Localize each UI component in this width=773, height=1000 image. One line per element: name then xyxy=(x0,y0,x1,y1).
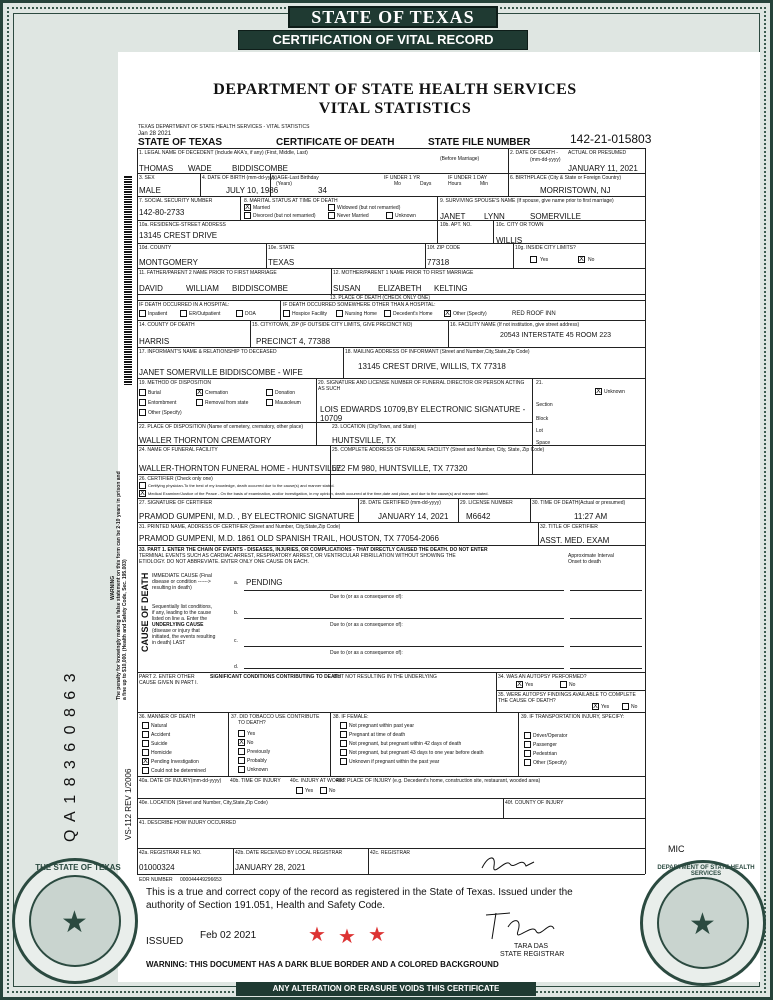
father-last: BIDDISCOMBE xyxy=(232,284,289,293)
label-apt: 10b. APT. NO. xyxy=(440,222,472,228)
label-married: Married xyxy=(253,205,270,211)
label-injury-work: 40c. INJURY AT WORK? xyxy=(290,778,346,784)
label-findings-2: THE CAUSE OF DEATH? xyxy=(498,698,556,704)
dept-line2: VITAL STATISTICS xyxy=(318,100,472,117)
label-injury-date: 40a. DATE OF INJURY(mm-dd-yyyy) xyxy=(139,778,222,784)
label-county: 10d. COUNTY xyxy=(139,245,172,251)
label-f5: Unknown if pregnant within the past year xyxy=(349,759,440,765)
check-tob-no: X xyxy=(239,739,244,746)
spouse-last: SOMERVILLE xyxy=(530,212,581,221)
certifier: PRAMOD GUMPENI, M.D. 1861 OLD SPANISH TRAIL, HOUSTON, TX 77054-2066 xyxy=(139,534,439,543)
place-other: RED ROOF INN xyxy=(512,311,556,317)
left-seal-text: THE STATE OF TEXAS xyxy=(35,863,121,872)
statement-line1: This is a true and correct copy of the record as registered in the State of Texas. Issued under the xyxy=(146,887,573,898)
label-describe: 41. DESCRIBE HOW INJURY OCCURRED xyxy=(139,820,237,826)
sfn-label: STATE FILE NUMBER xyxy=(428,137,531,148)
street: 13145 CREST DRIVE xyxy=(139,231,218,240)
label-examiner: Medical Examiner/Justice of the Peace - On the basis of examination, and/or investigation, in my opinion, death occurred at the time,date and place, and due to the cause(s) and manner stated. xyxy=(148,491,489,496)
label-pending: Pending Investigation xyxy=(151,759,199,765)
label-immediate-2: disease or condition ------> xyxy=(152,579,211,585)
disp-loc: HUNTSVILLE, TX xyxy=(332,436,396,445)
label-space: Space xyxy=(536,440,551,446)
label-findings: 35. WERE AUTOPSY FINDINGS AVAILABLE TO COMPLETE xyxy=(498,692,636,698)
check-f1 xyxy=(340,722,347,729)
label-informant: 17. INFORMANT'S NAME & RELATIONSHIP TO DECEASED xyxy=(139,349,277,355)
label-undetermined: Could not be determined xyxy=(151,768,206,774)
label-f1: Not pregnant within past year xyxy=(349,723,415,729)
label-spouse: 9. SURVIVING SPOUSE'S NAME (If spouse, give name prior to first marriage) xyxy=(440,198,614,204)
label-part2d: BUT NOT RESULTING IN THE UNDERLYING xyxy=(334,674,437,680)
check-burial xyxy=(139,389,146,396)
label-homicide: Homicide xyxy=(151,750,172,756)
check-homicide xyxy=(142,749,149,756)
label-disp-loc: 23. LOCATION (City/Town, and State) xyxy=(332,424,417,430)
birthplace: MORRISTOWN, NJ xyxy=(540,186,611,195)
department-heading xyxy=(140,80,650,118)
label-donation: Donation xyxy=(275,390,296,396)
label-street: 10a. RESIDENCE-STREET ADDRESS xyxy=(139,222,226,228)
label-seq-5: (disease or injury that xyxy=(152,628,200,634)
label-inside-no: No xyxy=(588,257,595,263)
label-part1b: TERMINAL EVENTS SUCH AS CARDIAC ARREST, RESPIRATORY ARREST, OR VENTRICULAR FIBRILLATION WITHOUT SHOWING THE xyxy=(139,553,456,559)
date-cert: JANUARY 14, 2021 xyxy=(378,512,449,521)
check-tob-unk xyxy=(238,766,245,773)
star-icon: ★ xyxy=(338,926,356,948)
label-edr: EDR NUMBER xyxy=(139,877,173,883)
check-removal xyxy=(196,399,203,406)
check-inside-no: X xyxy=(579,256,584,263)
label-natural: Natural xyxy=(151,723,168,729)
label-section: Section xyxy=(536,402,553,408)
check-autopsy-yes: X xyxy=(517,681,522,688)
dept-line1: DEPARTMENT OF STATE HEALTH SERVICES xyxy=(213,81,577,98)
side-warning-2: a fine up to $10,000. (Health and Safety Code, Sec. 195.003) xyxy=(122,559,128,700)
edr: 000044449296653 xyxy=(180,877,222,883)
director: LOIS EDWARDS 10709,BY ELECTRONIC SIGNATURE - xyxy=(320,405,526,414)
spouse-middle: LYNN xyxy=(484,212,505,221)
label-findings-yes: Yes xyxy=(601,704,610,710)
check-other-disp xyxy=(139,409,146,416)
director-2: 10709 xyxy=(320,414,343,423)
check-physician xyxy=(139,482,146,489)
label-ssn: 7. SOCIAL SECURITY NUMBER xyxy=(139,198,213,204)
age: 34 xyxy=(318,186,327,195)
label-part2c: SIGNIFICANT CONDITIONS CONTRIBUTING TO DEATH xyxy=(210,674,341,680)
label-other-specify: Other (Specify) xyxy=(453,311,487,317)
check-tob-yes xyxy=(238,730,245,737)
check-undetermined xyxy=(142,767,149,774)
label-unknown: Unknown xyxy=(395,213,416,219)
check-work-no xyxy=(320,787,327,794)
side-warning-1: The penalty for knowingly making a false statement on this form can be 2-10 years in prison and xyxy=(116,471,122,700)
label-age: 5. AGE-Last Birthday xyxy=(272,175,319,181)
label-seq-4: UNDERLYING CAUSE xyxy=(152,622,204,628)
label-printed-name: 31. PRINTED NAME, ADDRESS OF CERTIFIER (Street and Number, City,State,Zip Code) xyxy=(139,524,341,530)
label-injury-place: 40d. PLACE OF INJURY (e.g. Decedent's home, construction site, restaurant, wooded area) xyxy=(336,778,541,784)
label-part1c: ETIOLOGY. DO NOT ABBREVIATE. ENTER ONLY ONE CAUSE ON EACH. xyxy=(139,559,309,565)
label-mother: 12. MOTHER/PARENT 1 NAME PRIOR TO FIRST MARRIAGE xyxy=(333,270,474,276)
check-f3 xyxy=(340,740,347,747)
right-seal-text: DEPARTMENT OF STATE HEALTH SERVICES xyxy=(657,865,755,877)
check-accident xyxy=(142,731,149,738)
check-natural xyxy=(142,722,149,729)
check-f4 xyxy=(340,749,347,756)
banner-title: STATE OF TEXAS xyxy=(288,6,498,28)
label-tod: 30. TIME OF DEATH(Actual or presumed) xyxy=(532,500,626,506)
registrar-title: STATE REGISTRAR xyxy=(500,951,565,958)
label-cert-title: 32. TITLE OF CERTIFIER xyxy=(540,524,598,530)
statement-line2: authority of Section 191.051, Health and Safety Code. xyxy=(146,900,386,911)
county-death: HARRIS xyxy=(139,337,170,346)
reg-file: 01000324 xyxy=(139,863,175,872)
due-3: Due to (or as a consequence of): xyxy=(330,650,403,656)
father-middle: WILLIAM xyxy=(186,284,219,293)
label-injury-loc: 40e. LOCATION (Street and Number, City,State,Zip Code) xyxy=(139,800,268,806)
label-director: 20. SIGNATURE AND LICENSE NUMBER OF FUNERAL DIRECTOR OR PERSON ACTING AS SUCH xyxy=(318,380,525,392)
label-county-death: 14. COUNTY OF DEATH xyxy=(139,322,195,328)
label-license: 29. LICENSE NUMBER xyxy=(460,500,513,506)
county: MONTGOMERY xyxy=(139,258,198,267)
state-seal-right xyxy=(640,860,766,986)
serial-number: Q A 1 8 3 6 0 8 6 3 xyxy=(62,671,79,842)
mother-last: KELTING xyxy=(434,284,468,293)
label-immediate: IMMEDIATE CAUSE (Final xyxy=(152,573,212,579)
check-widowed xyxy=(328,204,335,211)
issued-label: ISSUED xyxy=(146,936,184,947)
star-seal-icon: ★ xyxy=(689,908,716,941)
label-legal-name: 1. LEGAL NAME OF DECEDENT (Include AKA's, if any) (First, Middle, Last) xyxy=(139,150,308,156)
due-2: Due to (or as a consequence of): xyxy=(330,622,403,628)
label-before-marriage: (Before Marriage) xyxy=(440,156,480,162)
label-tob-yes: Yes xyxy=(247,731,256,737)
check-doa xyxy=(236,310,243,317)
label-tob-prev: Previously xyxy=(247,749,271,755)
check-pedestrian xyxy=(524,750,531,757)
label-hospital: IF DEATH OCCURRED IN A HOSPITAL: xyxy=(139,302,230,308)
label-driver: Driver/Operator xyxy=(533,733,568,739)
spouse-first: JANET xyxy=(440,212,466,221)
check-findings-yes: X xyxy=(593,703,598,710)
form-number: VS-112 REV 1/2006 xyxy=(124,768,133,840)
registrar-name: TARA DAS xyxy=(514,943,549,950)
label-tob-prob: Probably xyxy=(247,758,267,764)
state-seal-left xyxy=(12,858,138,984)
label-removal: Removal from state xyxy=(205,400,249,406)
label-registrar: 42c. REGISTRAR xyxy=(370,850,411,856)
footer-warning: WARNING: THIS DOCUMENT HAS A DARK BLUE BORDER AND A COLORED BACKGROUND xyxy=(146,960,499,969)
cert-title: ASST. MED. EXAM xyxy=(540,536,610,545)
check-examiner: X xyxy=(140,490,145,497)
check-divorced xyxy=(244,212,251,219)
label-marital: 8. MARITAL STATUS AT TIME OF DEATH xyxy=(244,198,338,204)
label-manner: 36. MANNER OF DEATH xyxy=(139,714,196,720)
label-birthplace: 6. BIRTHPLACE (City & State or Foreign Country) xyxy=(510,175,622,181)
label-nursing: Nursing Home xyxy=(345,311,377,317)
check-never xyxy=(328,212,335,219)
label-interval: Approximate Interval xyxy=(568,553,614,559)
label-tob-no: No xyxy=(247,740,254,746)
bottom-banner: ANY ALTERATION OR ERASURE VOIDS THIS CERTIFICATE xyxy=(236,982,536,996)
label-suicide: Suicide xyxy=(151,741,168,747)
state: TEXAS xyxy=(268,258,295,267)
label-f4: Not pregnant, but pregnant 43 days to one year before death xyxy=(349,750,484,756)
funeral-addr: 672 FM 980, HUNTSVILLE, TX 77320 xyxy=(332,464,468,473)
check-inpatient xyxy=(139,310,146,317)
label-under1yr: IF UNDER 1 YR xyxy=(384,175,421,181)
star-icon: ★ xyxy=(308,924,326,946)
check-home xyxy=(384,310,391,317)
label-f2: Pregnant at time of death xyxy=(349,732,406,738)
label-er: ER/Outpatient xyxy=(189,311,221,317)
label-female: 38. IF FEMALE: xyxy=(333,714,369,720)
label-seq-7: in death) LAST xyxy=(152,640,186,646)
label-tobacco-2: TO DEATH? xyxy=(238,720,266,726)
dob: JULY 10, 1986 xyxy=(226,186,279,195)
registrar-signature xyxy=(478,852,538,874)
label-dod-format: (mm-dd-yyyy) xyxy=(530,157,561,163)
cause-a: PENDING xyxy=(246,578,283,587)
check-f5 xyxy=(340,758,347,765)
label-entombment: Entombment xyxy=(148,400,177,406)
mic: MIC xyxy=(668,844,685,854)
first-name: THOMAS xyxy=(139,164,174,173)
check-inside-yes xyxy=(530,256,537,263)
label-place: 13. PLACE OF DEATH (CHECK ONLY ONE) xyxy=(330,295,431,301)
label-state: 10e. STATE xyxy=(268,245,295,251)
check-driver xyxy=(524,732,531,739)
label-age-years: (Years) xyxy=(276,181,292,187)
side-warning: WARNING xyxy=(110,575,116,600)
state-heading: STATE OF TEXAS xyxy=(138,137,223,148)
father-first: DAVID xyxy=(139,284,163,293)
header-date: Jan 28 2021 xyxy=(138,131,172,137)
check-other-transport xyxy=(524,759,531,766)
label-doa: DOA xyxy=(245,311,256,317)
label-findings-no: No xyxy=(631,704,638,710)
agency: TEXAS DEPARTMENT OF STATE HEALTH SERVICES - VITAL STATISTICS xyxy=(138,124,310,130)
check-autopsy-no xyxy=(560,681,567,688)
star-icon: ★ xyxy=(368,924,386,946)
city: WILLIS xyxy=(496,236,523,245)
label-sig-cert: 27. SIGNATURE OF CERTIFIER xyxy=(139,500,213,506)
label-disp-place: 22. PLACE OF DISPOSITION (Name of cemetery, crematory, other place) xyxy=(139,424,304,430)
label-f3: Not pregnant, but pregnant within 42 days of death xyxy=(349,741,462,747)
label-accident: Accident xyxy=(151,732,171,738)
mother-first: SUSAN xyxy=(333,284,361,293)
label-under1day: IF UNDER 1 DAY xyxy=(448,175,488,181)
label-cod: CAUSE OF DEATH xyxy=(140,572,150,652)
label-funeral: 24. NAME OF FUNERAL FACILITY xyxy=(139,447,218,453)
disp-place: WALLER THORNTON CREMATORY xyxy=(139,436,272,445)
label-part2: PART 2. ENTER OTHER xyxy=(139,674,195,680)
label-dob: 4. DATE OF BIRTH (mm-dd-yyyy) xyxy=(202,175,278,181)
label-injury-time: 40b. TIME OF INJURY xyxy=(230,778,281,784)
label-facility: 16. FACILITY NAME (If not institution, give street address) xyxy=(450,322,580,328)
due-1: Due to (or as a consequence of): xyxy=(330,594,403,600)
banner-subtitle: CERTIFICATION OF VITAL RECORD xyxy=(238,30,528,50)
label-widowed: Widowed (but not remarried) xyxy=(337,205,401,211)
check-suicide xyxy=(142,740,149,747)
label-inside-yes: Yes xyxy=(540,257,549,263)
check-mausoleum xyxy=(266,399,273,406)
label-lot: Lot xyxy=(536,428,543,434)
license: M6642 xyxy=(466,512,491,521)
label-mausoleum: Mausoleum xyxy=(275,400,301,406)
label-block: Block xyxy=(536,416,549,422)
label-sex: 3. SEX xyxy=(139,175,155,181)
label-autopsy-no: No xyxy=(569,682,576,688)
label-inside: 10g. INSIDE CITY LIMITS? xyxy=(515,245,576,251)
label-cremation: Cremation xyxy=(205,390,229,396)
informant: JANET SOMERVILLE BIDDISCOMBE - WIFE xyxy=(139,368,303,377)
label-zip: 10f. ZIP CODE xyxy=(427,245,461,251)
certifier-sig: PRAMOD GUMPENI, M.D. , BY ELECTRONIC SIGNATURE xyxy=(139,512,355,521)
ssn: 142-80-2733 xyxy=(139,208,185,217)
label-tobacco: 37. DID TOBACCO USE CONTRIBUTE xyxy=(231,714,320,720)
label-21: 21. xyxy=(536,380,543,386)
check-pending: X xyxy=(143,758,148,765)
check-work-yes xyxy=(296,787,303,794)
label-seq-2: if any, leading to the cause xyxy=(152,610,212,616)
label-part2b: CAUSE GIVEN IN PART I. xyxy=(139,680,198,686)
label-physician: Certifying physician-To the best of my knowledge, death occurred due to the cause(s) and manner stated. xyxy=(148,483,335,488)
label-seq-6: initiated, the events resulting xyxy=(152,634,216,640)
label-other-place: IF DEATH OCCURRED SOMEWHERE OTHER THAN A HOSPITAL: xyxy=(283,302,436,308)
label-unknown-21: Unknown xyxy=(604,389,625,395)
label-home: Decedent's Home xyxy=(393,311,433,317)
label-divorced: Divorced (but not remarried) xyxy=(253,213,316,219)
label-work-yes: Yes xyxy=(305,788,314,794)
last-name: BIDDISCOMBE xyxy=(232,164,289,173)
check-passenger xyxy=(524,741,531,748)
label-informant-addr: 18. MAILING ADDRESS OF INFORMANT (Street and Number,City,State,Zip Code) xyxy=(345,349,530,355)
label-other-transport: Other (Specify) xyxy=(533,760,567,766)
check-married: X xyxy=(245,204,250,211)
check-findings-no xyxy=(622,703,629,710)
label-dod: 2. DATE OF DEATH - xyxy=(510,150,558,156)
label-inpatient: Inpatient xyxy=(148,311,168,317)
funeral: WALLER-THORNTON FUNERAL HOME - HUNTSVILLE xyxy=(139,464,342,473)
label-pedestrian: Pedestrian xyxy=(533,751,557,757)
label-city: 10c. CITY OR TOWN xyxy=(496,222,544,228)
check-entombment xyxy=(139,399,146,406)
date-rec: JANUARY 28, 2021 xyxy=(235,863,306,872)
issue-date: Feb 02 2021 xyxy=(200,930,257,941)
label-seq-1: Sequentially list conditions, xyxy=(152,604,213,610)
informant-addr: 13145 CREST DRIVE, WILLIS, TX 77318 xyxy=(358,362,506,371)
label-disposition: 19. METHOD OF DISPOSITION xyxy=(139,380,211,386)
label-mo: Mo xyxy=(394,181,401,187)
label-never: Never Married xyxy=(337,213,369,219)
star-seal-icon: ★ xyxy=(61,906,88,939)
middle-name: WADE xyxy=(188,164,212,173)
label-min: Min xyxy=(480,181,489,187)
label-days: Days xyxy=(420,181,432,187)
check-hospice xyxy=(283,310,290,317)
state-registrar-signature xyxy=(480,905,560,945)
label-hours: Hours xyxy=(448,181,462,187)
check-other-place: X xyxy=(445,310,450,317)
check-donation xyxy=(266,389,273,396)
label-work-no: No xyxy=(329,788,336,794)
date-of-death: JANUARY 11, 2021 xyxy=(568,164,638,173)
label-burial: Burial xyxy=(148,390,161,396)
cert-title: CERTIFICATE OF DEATH xyxy=(276,137,395,148)
label-onset: Onset to death xyxy=(568,559,601,565)
label-father: 11. FATHER/PARENT 2 NAME PRIOR TO FIRST MARRIAGE xyxy=(139,270,277,276)
mother-middle: ELIZABETH xyxy=(378,284,422,293)
label-transport: 39. IF TRANSPORTATION INJURY, SPECIFY: xyxy=(521,714,625,720)
label-tob-unk: Unknown xyxy=(247,767,268,773)
label-funeral-addr: 25. COMPLETE ADDRESS OF FUNERAL FACILITY (Street and Number, City, State, Zip Code) xyxy=(332,447,545,453)
check-unknown-21: X xyxy=(596,388,601,395)
zip: 77318 xyxy=(427,258,450,267)
label-actual: ACTUAL OR PRESUMED xyxy=(568,150,627,156)
label-injury-county: 40f. COUNTY OF INJURY xyxy=(505,800,564,806)
label-immediate-3: resulting in death) xyxy=(152,585,192,591)
tod: 11:27 AM xyxy=(574,512,608,521)
label-seq-3: listed on line a. Enter the xyxy=(152,616,208,622)
check-unknown xyxy=(386,212,393,219)
label-reg-file: 42a. REGISTRAR FILE NO. xyxy=(139,850,202,856)
label-date-rec: 42b. DATE RECEIVED BY LOCAL REGISTRAR xyxy=(235,850,343,856)
label-other-disp: Other (Specify) xyxy=(148,410,182,416)
label-certifier: 26. CERTIFIER (Check only one) xyxy=(139,476,213,482)
sfn: 142-21-015803 xyxy=(570,132,652,146)
check-tob-prob xyxy=(238,757,245,764)
label-date-cert: 28. DATE CERTIFIED (mm-dd-yyyy) xyxy=(360,500,441,506)
label-autopsy-yes: Yes xyxy=(525,682,534,688)
city-death: PRECINCT 4, 77388 xyxy=(256,337,331,346)
label-part1: 33. PART 1. ENTER THE CHAIN OF EVENTS - DISEASES, INJURIES, OR COMPLICATIONS - THAT DIRECTLY CAUSED THE DEATH. DO NOT ENTER xyxy=(139,547,488,553)
check-nursing xyxy=(336,310,343,317)
label-hospice: Hospice Facility xyxy=(292,311,328,317)
label-passenger: Passenger xyxy=(533,742,557,748)
check-er xyxy=(180,310,187,317)
check-tob-prev xyxy=(238,748,245,755)
facility: 20543 INTERSTATE 45 ROOM 223 xyxy=(500,332,612,339)
sex: MALE xyxy=(139,186,161,195)
barcode xyxy=(124,175,132,385)
label-autopsy: 34. WAS AN AUTOPSY PERFORMED? xyxy=(498,674,587,680)
check-f2 xyxy=(340,731,347,738)
check-cremation: X xyxy=(197,389,202,396)
label-city-death: 15. CITY/TOWN, ZIP (IF OUTSIDE CITY LIMITS, GIVE PRECINCT NO) xyxy=(252,322,413,328)
